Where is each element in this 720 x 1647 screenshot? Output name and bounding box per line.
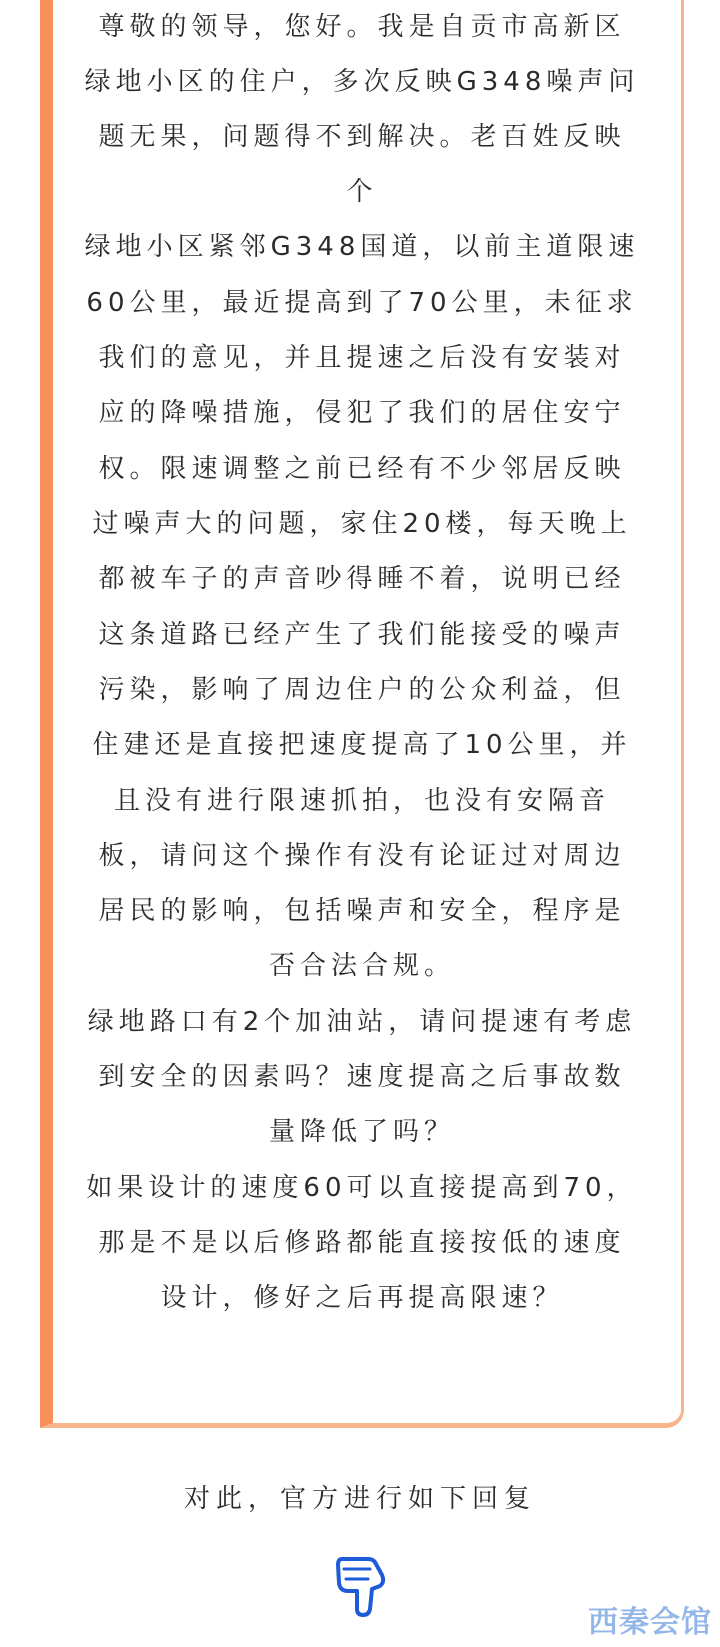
complaint-line: 尊敬的领导，您好。我是自贡市高新区 — [98, 12, 626, 42]
complaint-line: 设计，修好之后再提高限速？ — [160, 1283, 564, 1313]
complaint-line: 我们的意见，并且提速之后没有安装对 — [98, 343, 626, 373]
complaint-line: 量降低了吗？ — [268, 1117, 455, 1147]
complaint-line: 如果设计的速度60可以直接提高到70， — [86, 1173, 638, 1203]
complaint-line: 应的降噪措施，侵犯了我们的居住安宁 — [98, 398, 626, 428]
watermark-logo: 西秦会馆 — [588, 1605, 712, 1640]
complaint-line: 这条道路已经产生了我们能接受的噪声 — [98, 620, 626, 650]
complaint-line: 60公里，最近提高到了70公里，未征求 — [86, 288, 638, 318]
complaint-line: 过噪声大的问题，家住20楼，每天晚上 — [92, 509, 632, 539]
complaint-line: 个 — [346, 177, 378, 207]
complaint-line: 绿地小区的住户，多次反映G348噪声问 — [84, 67, 640, 97]
complaint-line: 绿地路口有2个加油站，请问提速有考虑 — [87, 1007, 637, 1037]
complaint-line: 那是不是以后修路都能直接按低的速度 — [98, 1228, 626, 1258]
pointing-down-hand-icon — [334, 1555, 388, 1617]
complaint-line: 板，请问这个操作有没有论证过对周边 — [98, 841, 626, 871]
complaint-line: 都被车子的声音吵得睡不着，说明已经 — [98, 564, 626, 594]
complaint-line: 居民的影响，包括噪声和安全，程序是 — [98, 896, 626, 926]
complaint-line: 权。限速调整之前已经有不少邻居反映 — [98, 454, 626, 484]
complaint-line: 题无果，问题得不到解决。老百姓反映 — [98, 122, 626, 152]
complaint-line: 住建还是直接把速度提高了10公里，并 — [92, 730, 632, 760]
reply-intro: 对此，官方进行如下回复 — [183, 1484, 536, 1514]
complaint-line: 且没有进行限速抓拍，也没有安隔音 — [113, 786, 610, 816]
complaint-line: 污染，影响了周边住户的公众利益，但 — [98, 675, 626, 705]
complaint-line: 绿地小区紧邻G348国道，以前主道限速 — [84, 232, 640, 262]
complaint-line: 否合法合规。 — [268, 951, 455, 981]
complaint-line: 到安全的因素吗？速度提高之后事故数 — [98, 1062, 626, 1092]
